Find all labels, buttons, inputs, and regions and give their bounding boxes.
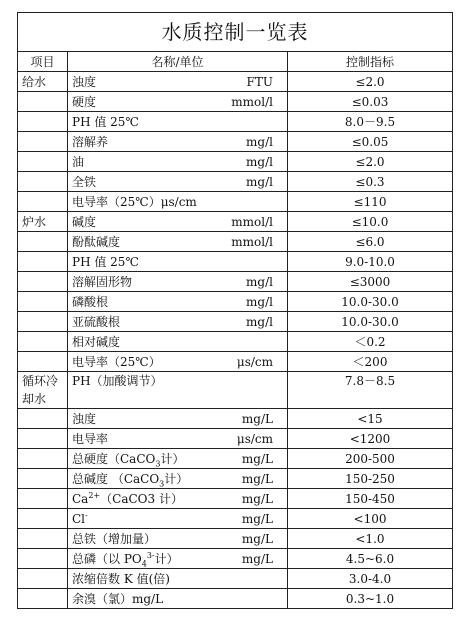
parameter-unit: mmol/l <box>231 94 273 109</box>
section-label <box>18 312 68 332</box>
parameter-unit: mg/l <box>246 314 273 329</box>
table-row <box>18 272 453 292</box>
parameter-name-cell <box>68 192 288 212</box>
control-indicator: 10.0-30.0 <box>288 312 453 332</box>
header-name-unit: 名称/单位 <box>68 52 288 72</box>
table-row <box>18 252 453 272</box>
table-row <box>18 372 453 409</box>
table-row <box>18 92 453 112</box>
control-indicator: ＜0.2 <box>288 332 453 352</box>
section-label <box>18 132 68 152</box>
control-indicator: 10.0-30.0 <box>288 292 453 312</box>
parameter-name: 溶解养 <box>72 134 109 149</box>
parameter-name: 溶解固形物 <box>72 274 133 289</box>
table-row <box>18 172 453 192</box>
control-indicator: 0.3~1.0 <box>288 589 453 609</box>
parameter-name: 相对碱度 <box>72 334 121 349</box>
parameter-name: PH（加酸调节） <box>72 374 163 388</box>
table-row <box>18 549 453 569</box>
control-indicator: ≤0.3 <box>288 172 453 192</box>
parameter-unit: mg/l <box>246 274 273 289</box>
parameter-name: 磷酸根 <box>72 294 109 309</box>
table-row <box>18 569 453 589</box>
parameter-unit: mg/l <box>246 174 273 189</box>
table-row <box>18 529 453 549</box>
section-label <box>18 429 68 449</box>
control-indicator: 150-450 <box>288 489 453 509</box>
section-label <box>18 352 68 372</box>
parameter-unit: mg/L <box>241 511 273 526</box>
parameter-unit: μs/cm <box>236 431 273 446</box>
section-label <box>18 332 68 352</box>
control-indicator: 7.8－8.5 <box>288 372 453 409</box>
parameter-name-cell <box>68 469 288 489</box>
table-row <box>18 589 453 609</box>
control-indicator: 9.0-10.0 <box>288 252 453 272</box>
parameter-name: 酚酞碱度 <box>72 234 121 249</box>
parameter-unit: mg/L <box>241 531 273 546</box>
parameter-name: 碱度 <box>72 214 97 229</box>
section-label <box>18 489 68 509</box>
parameter-name: 电导率（25℃）μs/cm <box>72 194 197 209</box>
table-row <box>18 132 453 152</box>
parameter-unit: mg/l <box>246 134 273 149</box>
parameter-unit: mmol/l <box>231 214 273 229</box>
parameter-name: 电导率（25℃） <box>72 354 161 369</box>
parameter-name-cell <box>68 569 288 589</box>
parameter-unit: μs/cm <box>236 354 273 369</box>
section-label: 炉水 <box>18 212 68 232</box>
table-row <box>18 192 453 212</box>
control-indicator: 4.5~6.0 <box>288 549 453 569</box>
water-quality-sheet <box>17 12 452 609</box>
parameter-name-cell <box>68 509 288 529</box>
control-indicator: <1200 <box>288 429 453 449</box>
parameter-name: 总碱度 （CaCO$_3$计） <box>72 471 189 488</box>
parameter-name: $Ca^{2+}(CaCO3$ 计） <box>72 490 183 506</box>
table-row <box>18 469 453 489</box>
parameter-name: 余溴（氯）mg/L <box>72 591 164 606</box>
parameter-name-cell <box>68 549 288 569</box>
parameter-name: Cl- <box>72 510 88 526</box>
table-row <box>18 332 453 352</box>
parameter-unit: mg/L <box>241 451 273 466</box>
parameter-name-cell <box>68 449 288 469</box>
parameter-name-cell <box>68 252 288 272</box>
parameter-unit: FTU <box>246 74 273 89</box>
section-label <box>18 469 68 489</box>
table-row <box>18 72 453 92</box>
parameter-name: 电导率 <box>72 431 109 446</box>
control-indicator: 200-500 <box>288 449 453 469</box>
parameter-unit: mg/L <box>241 411 273 426</box>
parameter-name: 总铁（增加量） <box>72 531 157 546</box>
section-label: 循环冷却水 <box>18 372 68 409</box>
parameter-name-cell <box>68 92 288 112</box>
control-indicator: ＜200 <box>288 352 453 372</box>
table-row <box>18 232 453 252</box>
section-label <box>18 232 68 252</box>
parameter-name: 亚硫酸根 <box>72 314 121 329</box>
table-title: 水质控制一览表 <box>18 13 453 52</box>
parameter-unit: mg/l <box>246 294 273 309</box>
control-indicator: ≤0.05 <box>288 132 453 152</box>
parameter-unit: mg/L <box>241 551 273 566</box>
parameter-name-cell <box>68 489 288 509</box>
parameter-name-cell <box>68 132 288 152</box>
table-row <box>18 489 453 509</box>
parameter-name-cell <box>68 429 288 449</box>
section-label <box>18 172 68 192</box>
title-row <box>18 13 453 52</box>
header-item: 项目 <box>18 52 68 72</box>
header-row <box>18 52 453 72</box>
control-indicator: 150-250 <box>288 469 453 489</box>
table-row <box>18 509 453 529</box>
parameter-name-cell <box>68 529 288 549</box>
parameter-unit: mg/L <box>241 491 273 506</box>
control-indicator: 3.0-4.0 <box>288 569 453 589</box>
parameter-name: PH 值 25℃ <box>72 114 139 129</box>
section-label <box>18 192 68 212</box>
parameter-name-cell <box>68 409 288 429</box>
parameter-unit: mg/l <box>246 154 273 169</box>
control-indicator: 8.0－9.5 <box>288 112 453 132</box>
control-indicator: ≤2.0 <box>288 72 453 92</box>
parameter-name: 浓缩倍数 K 值(倍) <box>72 571 170 586</box>
parameter-name: 总硬度（CaCO$_3$计） <box>72 451 185 468</box>
control-indicator: <100 <box>288 509 453 529</box>
parameter-name: 全铁 <box>72 174 97 189</box>
control-indicator: ≤6.0 <box>288 232 453 252</box>
parameter-name-cell <box>68 232 288 252</box>
section-label <box>18 252 68 272</box>
section-label <box>18 92 68 112</box>
parameter-unit: mmol/l <box>231 234 273 249</box>
parameter-name: 总磷（以 $PO_4^{3-}$计） <box>72 550 179 568</box>
section-label <box>18 449 68 469</box>
table-row <box>18 292 453 312</box>
parameter-name-cell <box>68 212 288 232</box>
section-label <box>18 152 68 172</box>
parameter-name-cell <box>68 112 288 132</box>
table-row <box>18 312 453 332</box>
table-row <box>18 352 453 372</box>
control-indicator: <15 <box>288 409 453 429</box>
table-row <box>18 112 453 132</box>
section-label <box>18 549 68 569</box>
control-indicator: ≤3000 <box>288 272 453 292</box>
section-label <box>18 292 68 312</box>
control-indicator: <1.0 <box>288 529 453 549</box>
table-row <box>18 212 453 232</box>
parameter-name: 浊度 <box>72 74 97 89</box>
parameter-name: 硬度 <box>72 94 97 109</box>
parameter-name-cell <box>68 272 288 292</box>
header-indicator: 控制指标 <box>288 52 453 72</box>
parameter-name: PH 值 25℃ <box>72 254 139 269</box>
parameter-name: 浊度 <box>72 411 97 426</box>
section-label <box>18 272 68 292</box>
parameter-name-cell <box>68 372 288 409</box>
table-row <box>18 152 453 172</box>
control-indicator: ≤10.0 <box>288 212 453 232</box>
table-row <box>18 449 453 469</box>
section-label <box>18 589 68 609</box>
parameter-name-cell <box>68 332 288 352</box>
control-indicator: ≤0.03 <box>288 92 453 112</box>
section-label <box>18 409 68 429</box>
parameter-name-cell <box>68 152 288 172</box>
parameter-name: 油 <box>72 154 85 169</box>
section-label <box>18 529 68 549</box>
parameter-name-cell <box>68 589 288 609</box>
parameter-name-cell <box>68 292 288 312</box>
table-row <box>18 429 453 449</box>
water-quality-table <box>17 12 453 609</box>
parameter-unit: mg/L <box>241 471 273 486</box>
parameter-name-cell <box>68 172 288 192</box>
section-label <box>18 112 68 132</box>
section-label: 给水 <box>18 72 68 92</box>
control-indicator: ≤2.0 <box>288 152 453 172</box>
parameter-name-cell <box>68 72 288 92</box>
parameter-name-cell <box>68 352 288 372</box>
section-label <box>18 569 68 589</box>
control-indicator: ≤110 <box>288 192 453 212</box>
table-row <box>18 409 453 429</box>
parameter-name-cell <box>68 312 288 332</box>
section-label <box>18 509 68 529</box>
